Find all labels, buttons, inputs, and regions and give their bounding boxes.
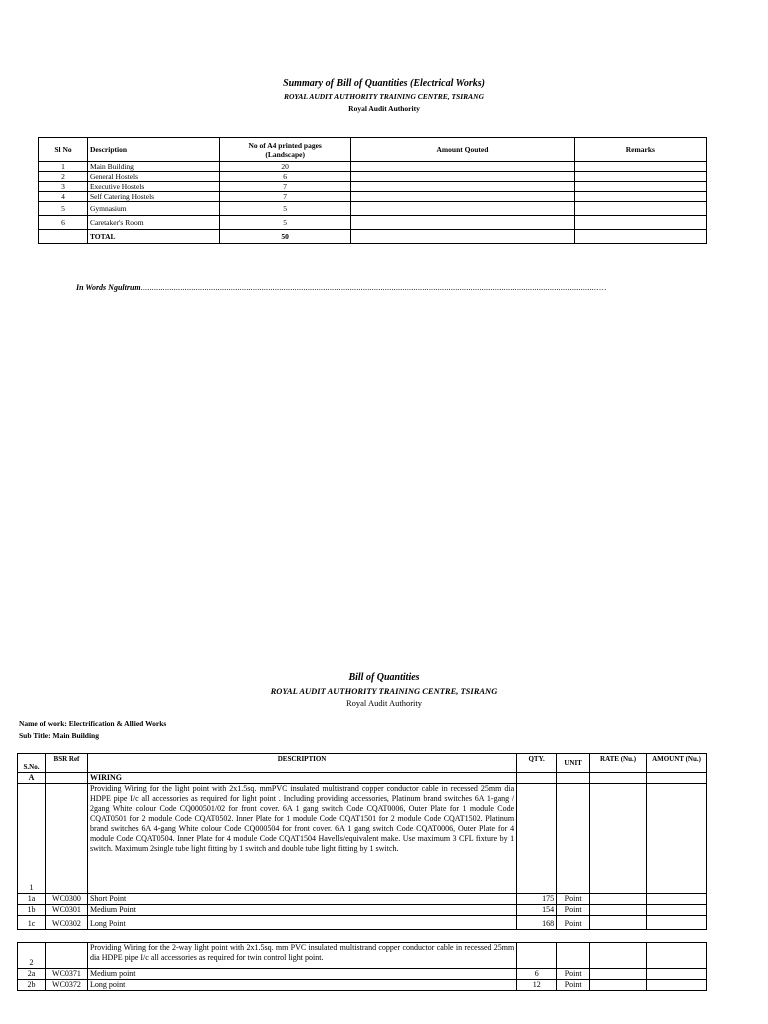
cell-empty: [517, 773, 557, 784]
item-description-row: [18, 943, 707, 969]
row-sl: 1: [39, 162, 88, 172]
section-title: WIRING: [87, 773, 516, 784]
boq-title: Bill of Quantities: [348, 672, 420, 683]
cell-empty: [45, 943, 87, 969]
cell-empty: [517, 943, 557, 969]
total-sl: [39, 230, 88, 244]
summary-header-row: [39, 138, 707, 162]
row-bsr: WC0302: [45, 916, 87, 930]
total-amount: [351, 230, 575, 244]
row-amount: [351, 172, 575, 182]
col-bsr-ref: BSR Ref: [45, 754, 87, 773]
row-desc: Long point: [87, 980, 516, 991]
row-amount: [351, 202, 575, 216]
col-amount: AMOUNT (Nu.): [647, 754, 707, 773]
row-remarks: [574, 192, 706, 202]
boq-header-row: [18, 754, 707, 773]
row-description: Gymnasium: [87, 202, 219, 216]
table-row: [39, 162, 707, 172]
table-row: [39, 202, 707, 216]
summary-table: [38, 137, 707, 244]
row-description: General Hostels: [87, 172, 219, 182]
row-remarks: [574, 172, 706, 182]
table-row: [18, 969, 707, 980]
row-amount: [647, 916, 707, 930]
section-row: [18, 773, 707, 784]
row-description: Main Building: [87, 162, 219, 172]
row-rate: [590, 980, 647, 991]
summary-authority: Royal Audit Authority: [348, 104, 420, 113]
in-words-label: In Words Ngultrum: [76, 283, 141, 292]
boq-table: [17, 753, 707, 930]
row-pages: 5: [220, 202, 351, 216]
row-pages: 20: [220, 162, 351, 172]
row-pages: 5: [220, 216, 351, 230]
cell-empty: [647, 773, 707, 784]
row-remarks: [574, 182, 706, 192]
row-qty: 154: [517, 905, 557, 916]
table-row: [39, 172, 707, 182]
row-unit: Point: [557, 969, 590, 980]
item-description: Providing Wiring for the 2-way light point with 2x1.5sq. mm PVC insulated multistrand copper conductor cable in recessed 25mm dia HDPE pipe I/c all accessories as required for twin control light point.: [87, 943, 516, 969]
row-pages: 7: [220, 182, 351, 192]
col-pages-line1: No of A4 printed pages: [248, 140, 322, 150]
col-pages: [220, 138, 351, 162]
row-unit: Point: [557, 905, 590, 916]
row-sno: 2b: [18, 980, 46, 991]
row-sno: 1a: [18, 894, 46, 905]
table-row: [18, 894, 707, 905]
col-sno: S.No.: [18, 754, 46, 773]
row-description: Caretaker's Room: [87, 216, 219, 230]
row-amount: [647, 969, 707, 980]
row-rate: [590, 894, 647, 905]
row-remarks: [574, 216, 706, 230]
row-sl: 5: [39, 202, 88, 216]
cell-empty: [557, 784, 590, 894]
row-bsr: WC0371: [45, 969, 87, 980]
row-unit: Point: [557, 980, 590, 991]
item-description-row: [18, 784, 707, 894]
row-rate: [590, 916, 647, 930]
name-of-work: Name of work: Electrification & Allied Works: [19, 719, 167, 728]
in-words-line: [76, 283, 606, 292]
row-remarks: [574, 162, 706, 172]
in-words-dots: ...............................................................................................................................................................................................................….: [140, 283, 607, 292]
boq-authority: Royal Audit Authority: [345, 698, 423, 708]
row-desc: Long Point: [87, 916, 516, 930]
row-desc: Medium point: [87, 969, 516, 980]
row-qty: 6: [517, 969, 557, 980]
col-qty: QTY.: [517, 754, 557, 773]
row-desc: Short Point: [87, 894, 516, 905]
boq-subtitle: ROYAL AUDIT AUTHORITY TRAINING CENTRE, TSIRANG: [270, 686, 498, 696]
row-rate: [590, 969, 647, 980]
row-rate: [590, 905, 647, 916]
cell-empty: [45, 784, 87, 894]
row-pages: 7: [220, 192, 351, 202]
table-row: [39, 216, 707, 230]
total-row: [39, 230, 707, 244]
col-rate: RATE (Nu.): [590, 754, 647, 773]
total-label: TOTAL: [87, 230, 219, 244]
row-bsr: WC0301: [45, 905, 87, 916]
cell-empty: [45, 773, 87, 784]
table-row: [18, 916, 707, 930]
row-amount: [647, 905, 707, 916]
row-amount: [351, 182, 575, 192]
row-bsr: WC0300: [45, 894, 87, 905]
row-amount: [647, 894, 707, 905]
row-remarks: [574, 202, 706, 216]
table-row: [39, 192, 707, 202]
cell-empty: [590, 784, 647, 894]
col-amount-quoted: Amount Qouted: [351, 138, 575, 162]
row-qty: 175: [517, 894, 557, 905]
col-description: DESCRIPTION: [87, 754, 516, 773]
row-amount: [351, 216, 575, 230]
row-description: Executive Hostels: [87, 182, 219, 192]
col-sl-no: Sl No: [39, 138, 88, 162]
row-description: Self Catering Hostels: [87, 192, 219, 202]
row-amount: [351, 192, 575, 202]
table-row: [18, 980, 707, 991]
item-description: Providing Wiring for the light point with 2x1.5sq. mmPVC insulated multistrand copper conductor cable in recessed 25mm dia HDPE pipe I/c all accessories as required for light point . Including providing accessories, Platinum brand switches 6A 1-gang / 2gang White colour Code CQ000501/02 for front cover. 6A 1 gang switch Code CQAT0006, Outer Plate for 1 module Code CQAT0501 for 2 module Code CQAT0502. Inner Plate for 1 module Code CQAT1501 for 2 module Code CQAT1502. Platinum brand switches 6A 4-gang White colour Code CQ000504 for front cover. 6A 1 gang switch Code CQAT0006, Outer Plate for 4 module Code CQAT0504. Inner Plate for 4 module Code CQAT1504 Havells/equivalent make. Use maximum 3 CFL fixture by 1 switch. Maximum 2single tube light fitting by 1 switch and double tube light fitting by 1 switch.: [87, 784, 516, 894]
cell-empty: [557, 773, 590, 784]
total-remarks: [574, 230, 706, 244]
col-description: Description: [87, 138, 219, 162]
summary-subtitle: ROYAL AUDIT AUTHORITY TRAINING CENTRE, TSIRANG: [283, 92, 485, 101]
cell-empty: [590, 773, 647, 784]
row-sl: 6: [39, 216, 88, 230]
cell-empty: [557, 943, 590, 969]
table-row: [18, 905, 707, 916]
row-sno: 1b: [18, 905, 46, 916]
col-pages-line2: (Landscape): [265, 149, 305, 159]
boq-table-item-2: [17, 942, 707, 991]
row-sno: 1c: [18, 916, 46, 930]
row-sl: 4: [39, 192, 88, 202]
row-amount: [351, 162, 575, 172]
cell-empty: [517, 784, 557, 894]
sub-title: Sub Title: Main Building: [19, 731, 99, 740]
cell-empty: [647, 943, 707, 969]
item-sno: 1: [18, 784, 46, 894]
row-qty: 12: [517, 980, 557, 991]
row-bsr: WC0372: [45, 980, 87, 991]
table-row: [39, 182, 707, 192]
row-sno: 2a: [18, 969, 46, 980]
col-remarks: Remarks: [574, 138, 706, 162]
col-unit: UNIT: [557, 754, 590, 773]
summary-title: Summary of Bill of Quantities (Electrical Works): [283, 78, 485, 89]
item-sno: 2: [18, 943, 46, 969]
row-desc: Medium Point: [87, 905, 516, 916]
row-sl: 3: [39, 182, 88, 192]
row-sl: 2: [39, 172, 88, 182]
row-unit: Point: [557, 894, 590, 905]
section-code: A: [18, 773, 46, 784]
cell-empty: [590, 943, 647, 969]
cell-empty: [647, 784, 707, 894]
total-value: 50: [220, 230, 351, 244]
row-pages: 6: [220, 172, 351, 182]
row-amount: [647, 980, 707, 991]
row-unit: Point: [557, 916, 590, 930]
row-qty: 168: [517, 916, 557, 930]
